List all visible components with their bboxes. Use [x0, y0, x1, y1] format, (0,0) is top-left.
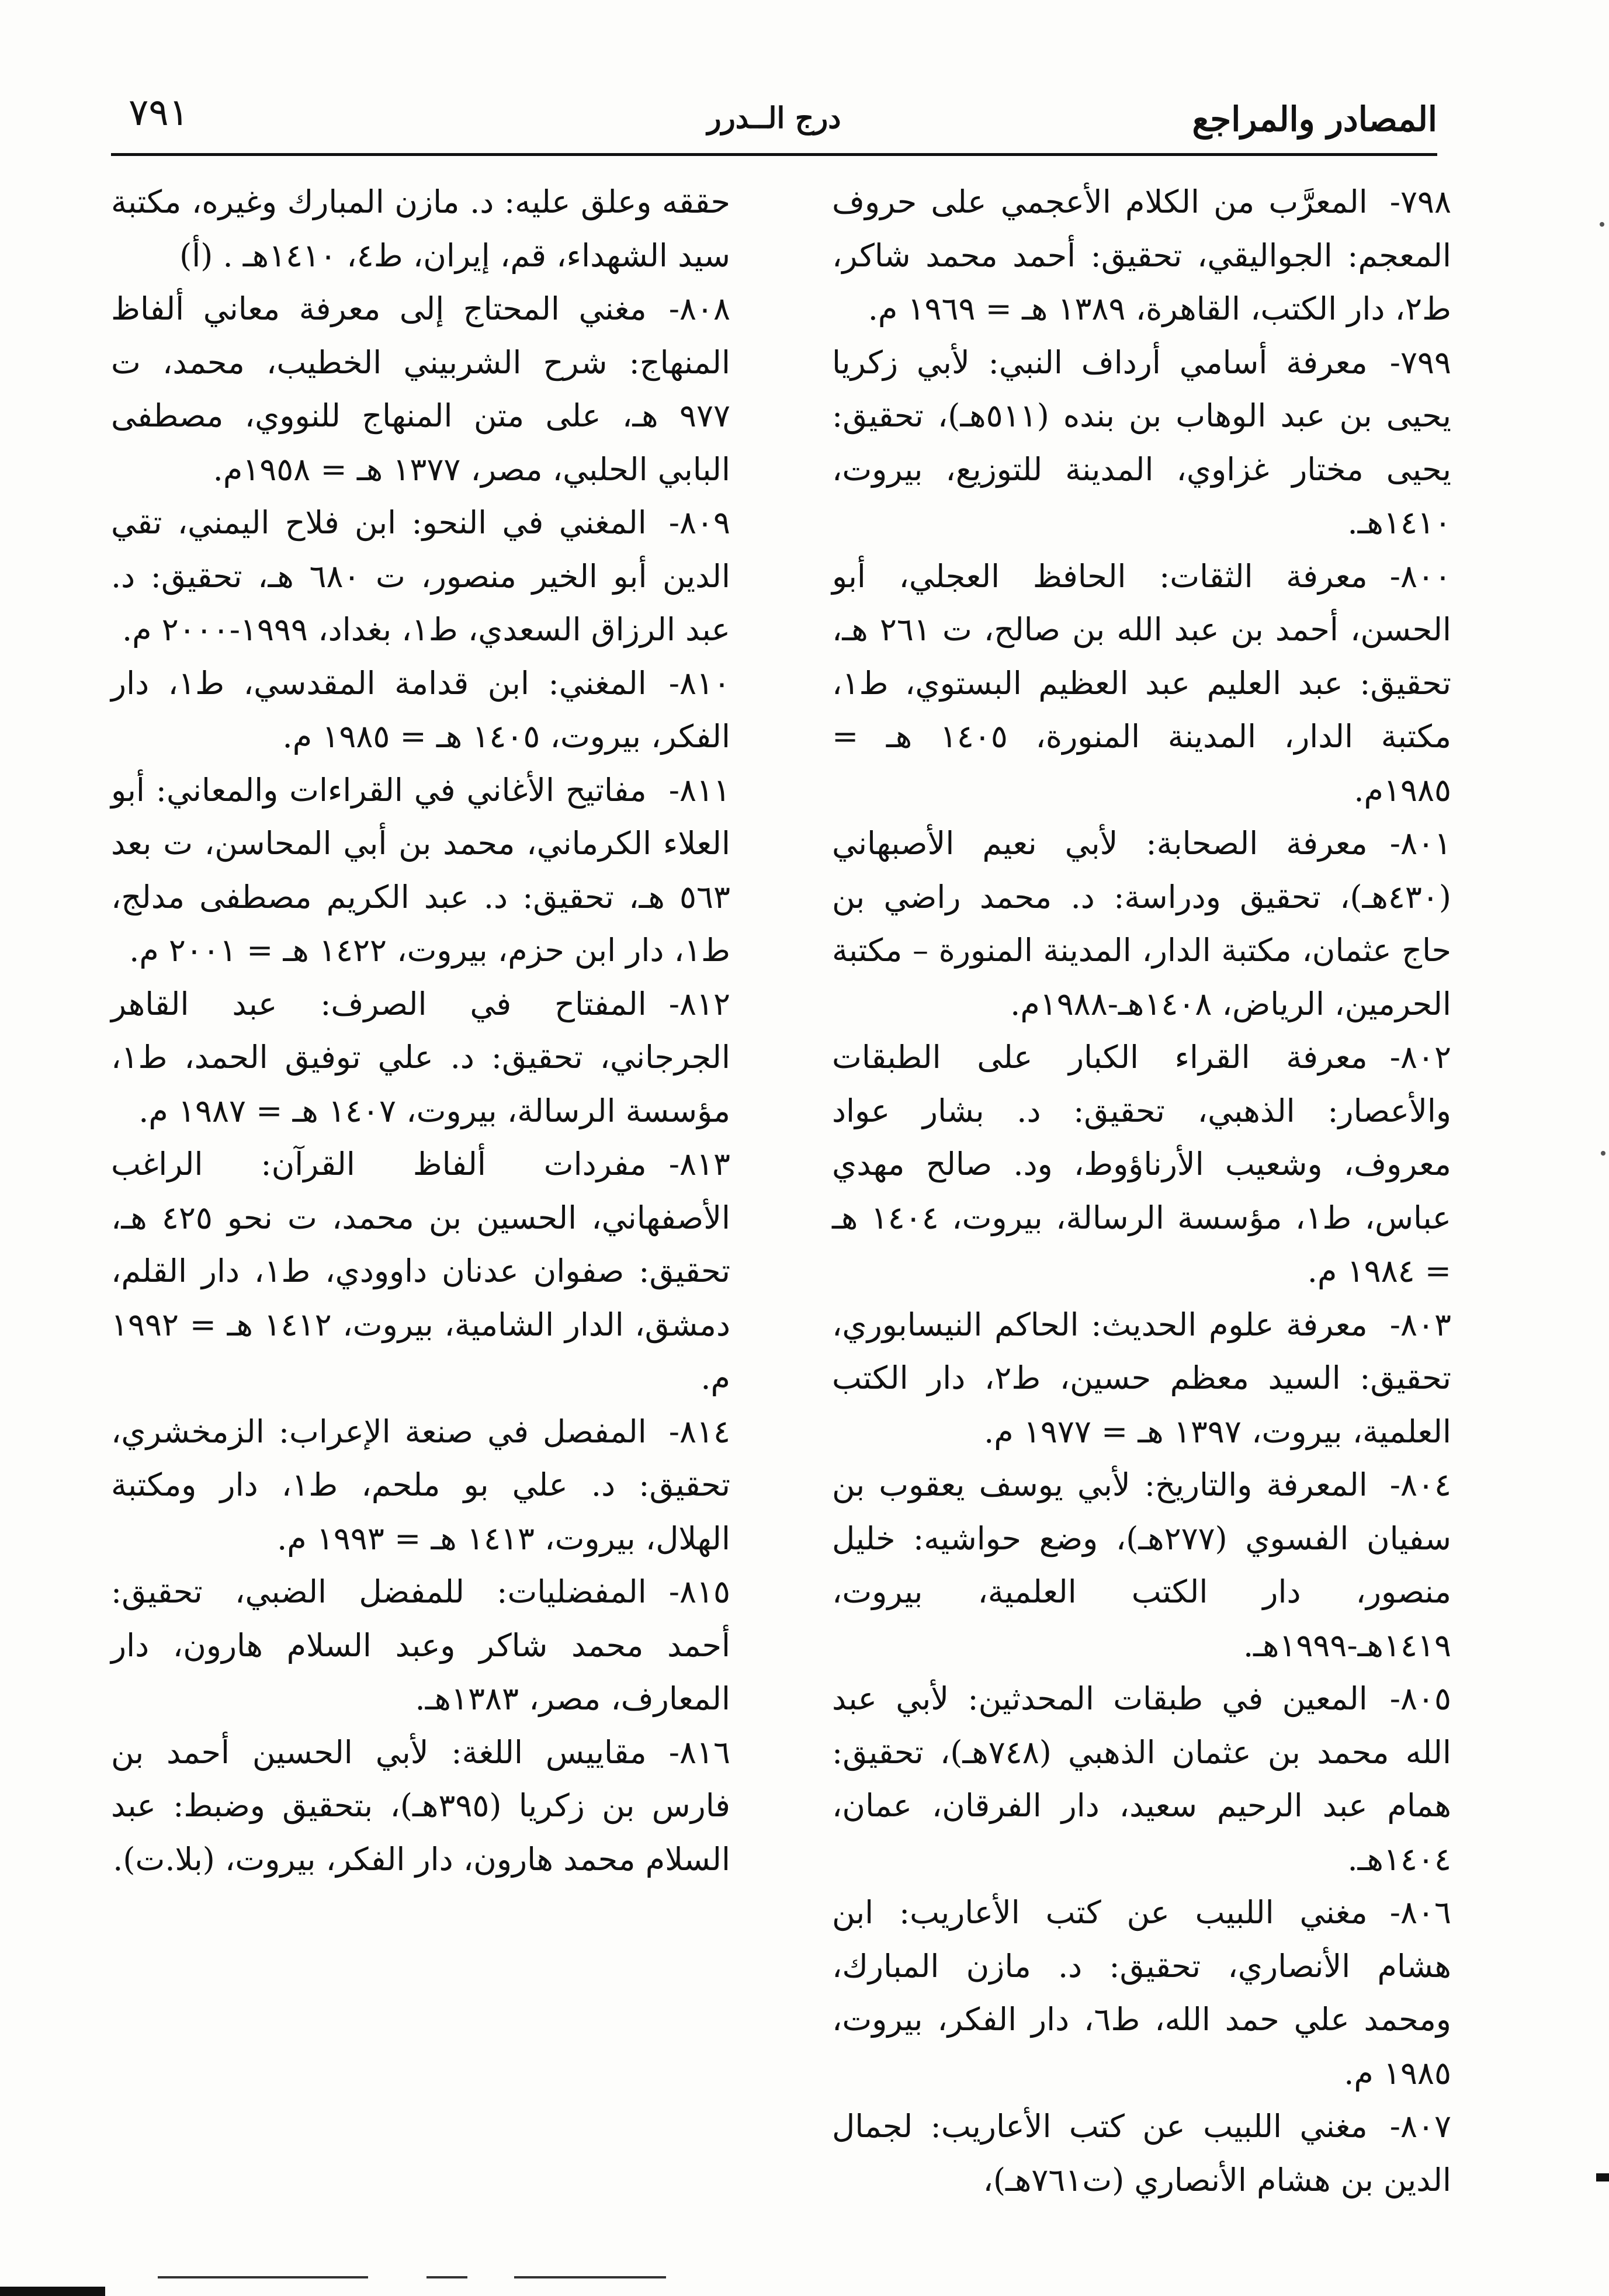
entry-number: ٨٠٩- [668, 504, 730, 541]
entry-text: معرفة علوم الحديث: الحاكم النيسابوري، تحقيق: السيد معظم حسين، ط٢، دار الكتب العلمية، بيروت، ١٣٩٧ هـ = ١٩٧٧ م. [832, 1306, 1451, 1450]
reference-entry [832, 336, 1451, 550]
entry-number: ٨٠٠- [1389, 557, 1451, 595]
section-title: المصادر والمراجع [1192, 99, 1437, 139]
header-rule [111, 153, 1437, 156]
footer-rule [426, 2276, 467, 2278]
entry-number: ٨١٣- [668, 1146, 730, 1182]
scan-edge-bar [0, 2287, 105, 2296]
entry-text: المفصل في صنعة الإعراب: الزمخشري، تحقيق: د. علي بو ملحم، ط١، دار ومكتبة الهلال، بيروت، ١٤١٣ هـ = ١٩٩٣ م. [111, 1413, 731, 1557]
entry-text: المعرفة والتاريخ: لأبي يوسف يعقوب بن سفيان الفسوي (٢٧٧هـ)، وضع حواشيه: خليل منصور، دار الكتب العلمية، بيروت، ١٤١٩هـ-١٩٩٩هـ. [832, 1466, 1451, 1664]
page-number: ٧٩١ [129, 91, 189, 134]
entry-text: مغني المحتاج إلى معرفة معاني ألفاظ المنهاج: شرح الشربيني الخطيب، محمد، ت ٩٧٧ هـ، على متن المنهاج للنووي، مصطفى البابي الحلبي، مصر، ١٣٧٧ هـ = ١٩٥٨م. [111, 290, 730, 488]
entry-text: المغني: ابن قدامة المقدسي، ط١، دار الفكر، بيروت، ١٤٠٥ هـ = ١٩٨٥ م. [111, 664, 730, 755]
book-title: درج الــدرر [707, 100, 841, 135]
entry-text: المفضليات: للمفضل الضبي، تحقيق: أحمد محمد شاكر وعبد السلام هارون، دار المعارف، مصر، ١٣٨٣هـ. [111, 1573, 730, 1717]
reference-entry [832, 1886, 1451, 2100]
entry-number: ٨١٢- [668, 985, 730, 1022]
running-header [111, 88, 1437, 152]
entry-text: معرفة الصحابة: لأبي نعيم الأصبهاني (٤٣٠هـ)، تحقيق ودراسة: د. محمد راضي بن حاج عثمان، مكتبة الدار، المدينة المنورة – مكتبة الحرمين، الرياض، ١٤٠٨هـ-١٩٨٨م. [832, 825, 1451, 1022]
footer-rule [158, 2276, 368, 2278]
left-column [111, 175, 730, 1886]
entry-number: ٨١١- [668, 771, 730, 809]
entry-number: ٨٠٥- [1389, 1680, 1451, 1717]
entry-number: ٨١٠- [668, 664, 730, 702]
entry-text: معرفة أسامي أرداف النبي: لأبي زكريا يحيى بن عبد الوهاب بن بنده (٥١١هـ)، تحقيق: يحيى مختار غزاوي، المدينة للتوزيع، بيروت، ١٤١٠هـ. [832, 344, 1451, 541]
entry-text: حققه وعلق عليه: د. مازن المبارك وغيره، مكتبة سيد الشهداء، قم، إيران، ط٤، ١٤١٠هـ . (أ) [111, 183, 730, 274]
entry-text: مفردات ألفاظ القرآن: الراغب الأصفهاني، الحسين بن محمد، ت نحو ٤٢٥ هـ، تحقيق: صفوان عدنان داوودي، ط١، دار القلم، دمشق، الدار الشامية، بيروت، ١٤١٢ هـ = ١٩٩٢ م. [111, 1146, 731, 1396]
entry-number: ٨١٥- [668, 1573, 730, 1610]
entry-number: ٨١٦- [668, 1733, 730, 1771]
reference-entry [832, 2100, 1451, 2207]
reference-entry [111, 1137, 730, 1405]
reference-entry-continued [111, 175, 730, 282]
entry-number: ٨٠٢- [1389, 1039, 1451, 1076]
entry-text: مغني اللبيب عن كتب الأعاريب: ابن هشام الأنصاري، تحقيق: د. مازن المبارك، ومحمد علي حمد الله، ط٦، دار الفكر، بيروت، ١٩٨٥ م. [832, 1894, 1451, 2092]
reference-entry [111, 1565, 730, 1726]
entry-number: ٨١٤- [668, 1413, 730, 1450]
reference-entry [832, 1298, 1451, 1459]
right-column [832, 175, 1451, 2207]
reference-entry [111, 977, 730, 1138]
entry-number: ٧٩٨- [1389, 183, 1451, 220]
scan-speck [1600, 222, 1604, 227]
entry-text: معرفة القراء الكبار على الطبقات والأعصار: الذهبي، تحقيق: د. بشار عواد معروف، وشعيب الأرناؤوط، ود. صالح مهدي عباس، ط١، مؤسسة الرسالة، بيروت، ١٤٠٤ هـ = ١٩٨٤ م. [832, 1039, 1452, 1289]
entry-text: مقاييس اللغة: لأبي الحسين أحمد بن فارس بن زكريا (٣٩٥هـ)، بتحقيق وضبط: عبد السلام محمد هارون، دار الفكر، بيروت، (بلا.ت). [111, 1733, 730, 1878]
entry-text: المغني في النحو: ابن فلاح اليمني، تقي الدين أبو الخير منصور، ت ٦٨٠ هـ، تحقيق: د. عبد الرزاق السعدي، ط١، بغداد، ١٩٩٩-٢٠٠٠ م. [111, 504, 730, 648]
scan-edge-mark [1596, 2173, 1609, 2181]
reference-entry [832, 1031, 1451, 1298]
entry-number: ٨٠١- [1389, 825, 1451, 862]
reference-entry [111, 496, 730, 657]
reference-entry [832, 1458, 1451, 1672]
entry-number: ٨٠٤- [1389, 1466, 1451, 1503]
reference-entry [111, 282, 730, 496]
entry-number: ٨٠٨- [668, 290, 730, 327]
reference-entry [832, 175, 1451, 336]
footer-rule [514, 2276, 666, 2278]
reference-entry [111, 657, 730, 764]
reference-entry [111, 1405, 730, 1566]
entry-text: المفتاح في الصرف: عبد القاهر الجرجاني، تحقيق: د. علي توفيق الحمد، ط١، مؤسسة الرسالة، بيروت، ١٤٠٧ هـ = ١٩٨٧ م. [111, 985, 730, 1129]
reference-entry [111, 1726, 730, 1886]
entry-text: مغني اللبيب عن كتب الأعاريب: لجمال الدين بن هشام الأنصاري (ت٧٦١هـ)، [832, 2108, 1451, 2198]
entry-number: ٧٩٩- [1389, 344, 1451, 381]
entry-text: معرفة الثقات: الحافظ العجلي، أبو الحسن، أحمد بن عبد الله بن صالح، ت ٢٦١ هـ، تحقيق: عبد العليم عبد العظيم البستوي، ط١، مكتبة الدار، المدينة المنورة، ١٤٠٥ هـ = ١٩٨٥م. [832, 557, 1452, 809]
reference-entry [832, 550, 1451, 817]
reference-entry [832, 1672, 1451, 1886]
entry-number: ٨٠٣- [1389, 1306, 1451, 1343]
scan-speck [1601, 1151, 1605, 1156]
entry-number: ٨٠٧- [1389, 2108, 1451, 2145]
entry-number: ٨٠٦- [1389, 1894, 1451, 1931]
reference-entry [832, 817, 1451, 1031]
entry-text: المعين في طبقات المحدثين: لأبي عبد الله محمد بن عثمان الذهبي (٧٤٨هـ)، تحقيق: همام عبد الرحيم سعيد، دار الفرقان، عمان، ١٤٠٤هـ. [832, 1680, 1451, 1878]
entry-text: مفاتيح الأغاني في القراءات والمعاني: أبو العلاء الكرماني، محمد بن أبي المحاسن، ت بعد ٥٦٣ هـ، تحقيق: د. عبد الكريم مصطفى مدلج، ط١، دار ابن حزم، بيروت، ١٤٢٢ هـ = ٢٠٠١ م. [111, 771, 730, 969]
entry-text: المعرَّب من الكلام الأعجمي على حروف المعجم: الجواليقي، تحقيق: أحمد محمد شاكر، ط٢، دار الكتب، القاهرة، ١٣٨٩ هـ = ١٩٦٩ م. [832, 183, 1451, 327]
reference-entry [111, 764, 730, 977]
